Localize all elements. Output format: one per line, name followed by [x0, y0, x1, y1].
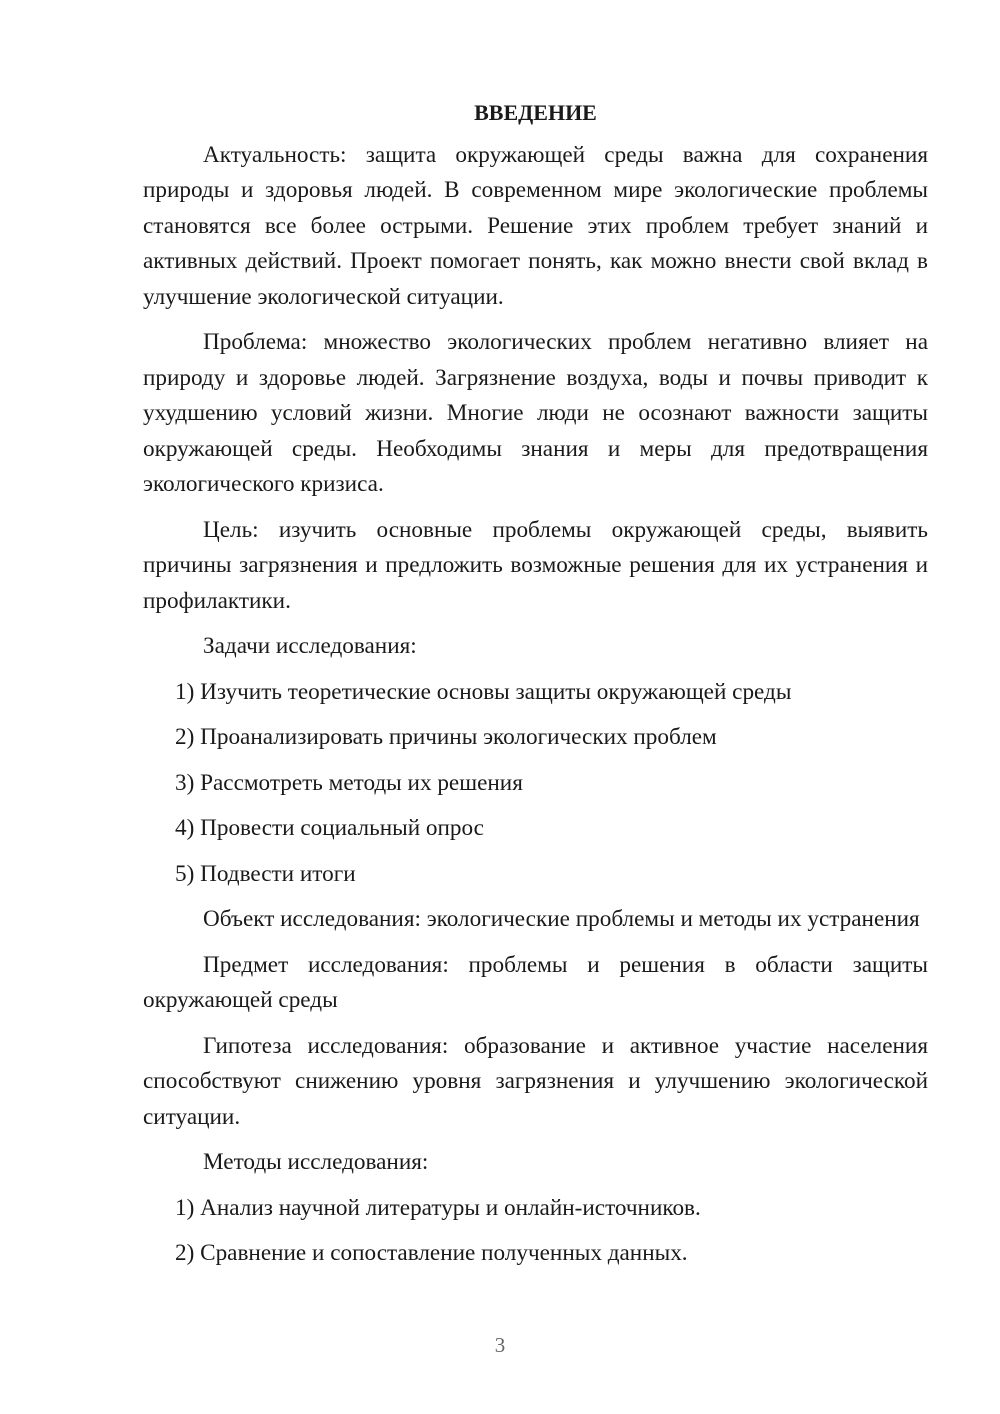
subject-paragraph: Предмет исследования: проблемы и решения в области защиты окружающей среды: [143, 951, 928, 1013]
page-number: 3: [494, 1333, 506, 1357]
task-item: 4) Провести социальный опрос: [175, 815, 484, 841]
goal-paragraph: Цель: изучить основные проблемы окружающей среды, выявить причины загрязнения и предложить возможные решения для их устранения и профилактики.: [143, 516, 928, 614]
methods-label: Методы исследования:: [203, 1149, 429, 1175]
task-item: 3) Рассмотреть методы их решения: [175, 769, 523, 796]
problem-paragraph: Проблема: множество экологических проблем негативно влияет на природу и здоровье людей. Загрязнение воздуха, воды и почвы приводит к ухудшению условий жизни. Многие люди не осознают важности защиты окружающей среды. Необходимы знания и меры для предотвращения экологического кризиса.: [143, 329, 928, 497]
method-item: 2) Сравнение и сопоставление полученных данных.: [175, 1240, 688, 1266]
method-item: 1) Анализ научной литературы и онлайн-источников.: [175, 1194, 701, 1221]
object-paragraph: Объект исследования: экологические проблемы и методы их устранения: [203, 906, 920, 932]
document-page: [143, 95, 928, 1282]
task-item: 5) Подвести итоги: [175, 860, 356, 887]
hypothesis-paragraph: Гипотеза исследования: образование и активное участие населения способствуют снижению уровня загрязнения и улучшению экологической ситуации.: [143, 1032, 928, 1130]
task-item: 2) Проанализировать причины экологических проблем: [175, 724, 717, 750]
section-title: ВВЕДЕНИЕ: [474, 100, 597, 125]
tasks-label: Задачи исследования:: [203, 633, 417, 659]
task-item: 1) Изучить теоретические основы защиты окружающей среды: [175, 678, 792, 705]
relevance-paragraph: Актуальность: защита окружающей среды важна для сохранения природы и здоровья людей. В современном мире экологические проблемы становятся все более острыми. Решение этих проблем требует знаний и активных действий. Проект помогает понять, как можно внести свой вклад в улучшение экологической ситуации.: [143, 141, 928, 310]
